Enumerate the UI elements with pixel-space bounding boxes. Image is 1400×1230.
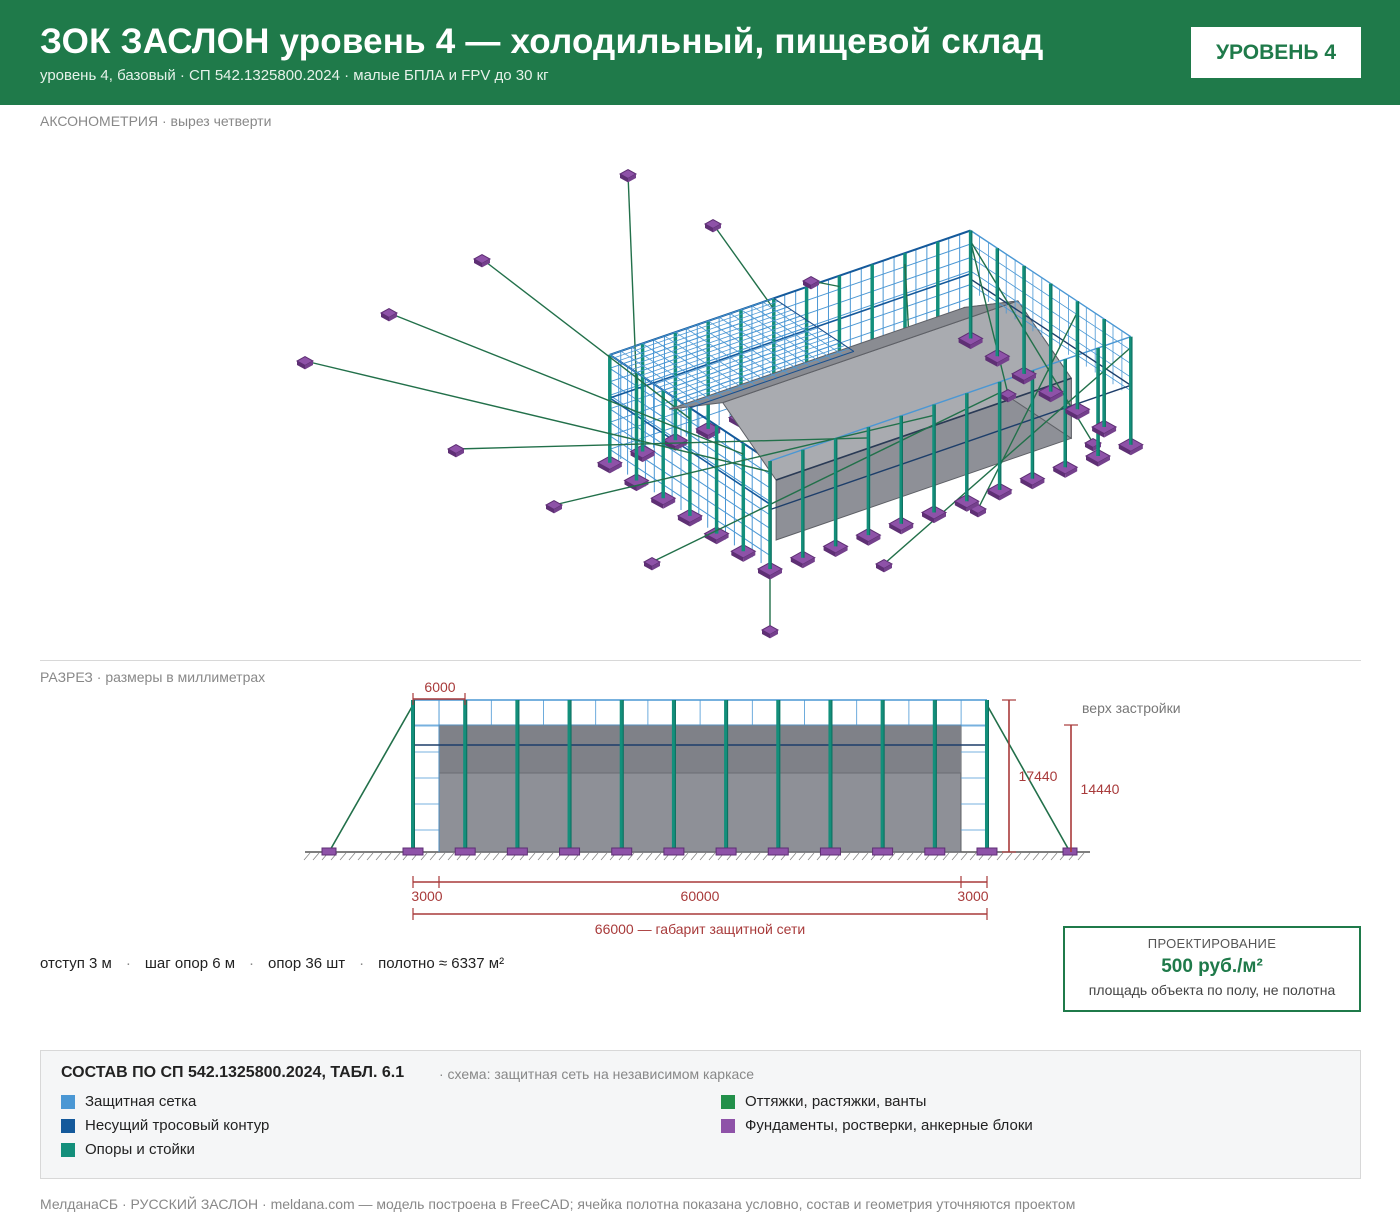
ground-hatch <box>862 853 868 860</box>
canopy-mesh-line <box>632 313 796 370</box>
stat-pole-step: шаг опор 6 м <box>144 955 236 972</box>
section-guy-anchor <box>322 848 336 855</box>
page-footer: МелданаСБ · РУССКИЙ ЗАСЛОН · meldana.com — модель построена в FreeCAD; ячейка полотна показана условно, состав и геометрия уточняются проектом <box>40 1196 1076 1212</box>
ground-hatch <box>637 853 643 860</box>
axonometry-front-layer <box>297 231 1143 639</box>
ground-hatch <box>853 853 859 860</box>
legend-item-poles <box>61 1141 195 1158</box>
top-of-building-note: верх застройки <box>1082 700 1181 716</box>
ground-hatch <box>1015 853 1021 860</box>
ground-hatch <box>376 853 382 860</box>
guy-wire <box>713 224 774 309</box>
axonometry-label-note: · вырез четверти <box>158 113 272 129</box>
legend-item-cable-contour <box>61 1117 269 1134</box>
composition-legend <box>40 1050 1361 1179</box>
ground-hatch <box>970 853 976 860</box>
stat-separator: · <box>359 955 365 972</box>
ground-hatch <box>1042 853 1048 860</box>
ground-hatch <box>655 853 661 860</box>
legend-title: СОСТАВ ПО СП 542.1325800.2024, ТАБЛ. 6.1 <box>61 1064 405 1081</box>
ground-hatch <box>448 853 454 860</box>
ground-hatch <box>844 853 850 860</box>
legend-swatch <box>721 1095 735 1109</box>
legend-item-label: Несущий тросовый контур <box>85 1117 270 1134</box>
dim-step-label: 6000 <box>424 679 456 695</box>
canopy-mesh-line <box>619 304 783 361</box>
section-pole-foundation <box>612 848 632 855</box>
ground-hatch <box>484 853 490 860</box>
stats-line <box>40 955 504 972</box>
ground-hatch <box>1078 853 1084 860</box>
legend-item-foundations <box>721 1117 1033 1134</box>
section-pole-foundation <box>925 848 945 855</box>
ground-hatch <box>646 853 652 860</box>
ground-hatch <box>340 853 346 860</box>
ground-hatch <box>583 853 589 860</box>
ground-hatch <box>1024 853 1030 860</box>
dim-total-height-label: 17440 <box>1018 768 1058 784</box>
section-guy-anchor <box>1063 848 1077 855</box>
ground-hatch <box>1033 853 1039 860</box>
stat-pole-count: опор 36 шт <box>268 955 346 972</box>
ground-hatch <box>430 853 436 860</box>
section-pole-foundation <box>716 848 736 855</box>
legend-item-label: Защитная сетка <box>85 1093 197 1110</box>
legend-item-label: Опоры и стойки <box>85 1141 195 1158</box>
page-subtitle: уровень 4, базовый · СП 542.1325800.2024 · малые БПЛА и FPV до 30 кг <box>40 67 549 84</box>
ground-hatch <box>358 853 364 860</box>
section-label-main: РАЗРЕЗ <box>40 669 93 685</box>
ground-hatch <box>439 853 445 860</box>
stat-separator: · <box>125 955 131 972</box>
section-pole-foundation <box>820 848 840 855</box>
section-pole-foundation <box>507 848 527 855</box>
ground-hatch <box>907 853 913 860</box>
ground-hatch <box>709 853 715 860</box>
ground-hatch <box>736 853 742 860</box>
legend-item-protective-mesh <box>61 1093 196 1110</box>
ground-hatch <box>700 853 706 860</box>
section-pole-foundation <box>403 848 423 855</box>
ground-hatch <box>898 853 904 860</box>
price-label: ПРОЕКТИРОВАНИЕ <box>1147 936 1277 951</box>
section-label-note: · размеры в миллиметрах <box>92 669 266 685</box>
ground-hatch <box>538 853 544 860</box>
legend-swatch <box>61 1143 75 1157</box>
section-pole-foundation <box>455 848 475 855</box>
stat-net-area: полотно ≈ 6337 м² <box>378 955 505 972</box>
stat-separator: · <box>249 955 255 972</box>
legend-item-guy-wires <box>721 1093 926 1110</box>
section-pole-foundation <box>560 848 580 855</box>
ground-hatch <box>961 853 967 860</box>
ground-hatch <box>754 853 760 860</box>
ground-hatch <box>394 853 400 860</box>
stat-offset: отступ 3 м <box>40 955 112 972</box>
section-drawing <box>0 660 1400 940</box>
legend-item-label: Фундаменты, ростверки, анкерные блоки <box>745 1117 1033 1134</box>
dim-right-offset-label: 3000 <box>957 888 989 904</box>
section-pole-foundation <box>664 848 684 855</box>
ground-hatch <box>952 853 958 860</box>
price-note: площадь объекта по полу, не полотна <box>1088 982 1336 998</box>
axonometry-label-main: АКСОНОМЕТРИЯ <box>40 113 159 129</box>
page-title: ЗОК ЗАСЛОН уровень 4 — холодильный, пищевой склад <box>40 22 1044 61</box>
ground-hatch <box>313 853 319 860</box>
legend-swatch <box>61 1095 75 1109</box>
ground-hatch <box>547 853 553 860</box>
legend-item-label: Оттяжки, растяжки, ванты <box>745 1093 927 1110</box>
ground-hatch <box>304 853 310 860</box>
legend-swatch <box>721 1119 735 1133</box>
canopy-mesh-line <box>641 319 805 376</box>
ground-hatch <box>997 853 1003 860</box>
ground-hatch <box>1051 853 1057 860</box>
price-box <box>1063 926 1361 1012</box>
legend-schema-note: · схема: защитная сеть на независимом каркасе <box>439 1066 755 1082</box>
ground-hatch <box>799 853 805 860</box>
ground-hatch <box>592 853 598 860</box>
dim-left-offset-label: 3000 <box>411 888 443 904</box>
ground-hatch <box>790 853 796 860</box>
legend-swatch <box>61 1119 75 1133</box>
section-geometry <box>304 693 1090 920</box>
ground-hatch <box>493 853 499 860</box>
ground-hatch <box>367 853 373 860</box>
price-value: 500 руб./м² <box>1161 956 1263 977</box>
ground-hatch <box>601 853 607 860</box>
section-guy-wire <box>329 705 413 852</box>
ground-hatch <box>349 853 355 860</box>
level-badge: УРОВЕНЬ 4 <box>1191 27 1361 78</box>
ground-hatch <box>529 853 535 860</box>
ground-hatch <box>1006 853 1012 860</box>
section-pole-foundation <box>873 848 893 855</box>
ground-hatch <box>385 853 391 860</box>
dim-net-total-label: 66000 — габарит защитной сети <box>594 921 806 937</box>
dim-building-height-label: 14440 <box>1080 781 1120 797</box>
ground-hatch <box>808 853 814 860</box>
guy-wire <box>389 313 743 454</box>
dim-building-length-label: 60000 <box>680 888 720 904</box>
section-pole-foundation <box>977 848 997 855</box>
section-pole-foundation <box>768 848 788 855</box>
ground-hatch <box>916 853 922 860</box>
canopy-mesh-line <box>637 316 801 373</box>
ground-hatch <box>745 853 751 860</box>
ground-hatch <box>475 853 481 860</box>
ground-hatch <box>691 853 697 860</box>
